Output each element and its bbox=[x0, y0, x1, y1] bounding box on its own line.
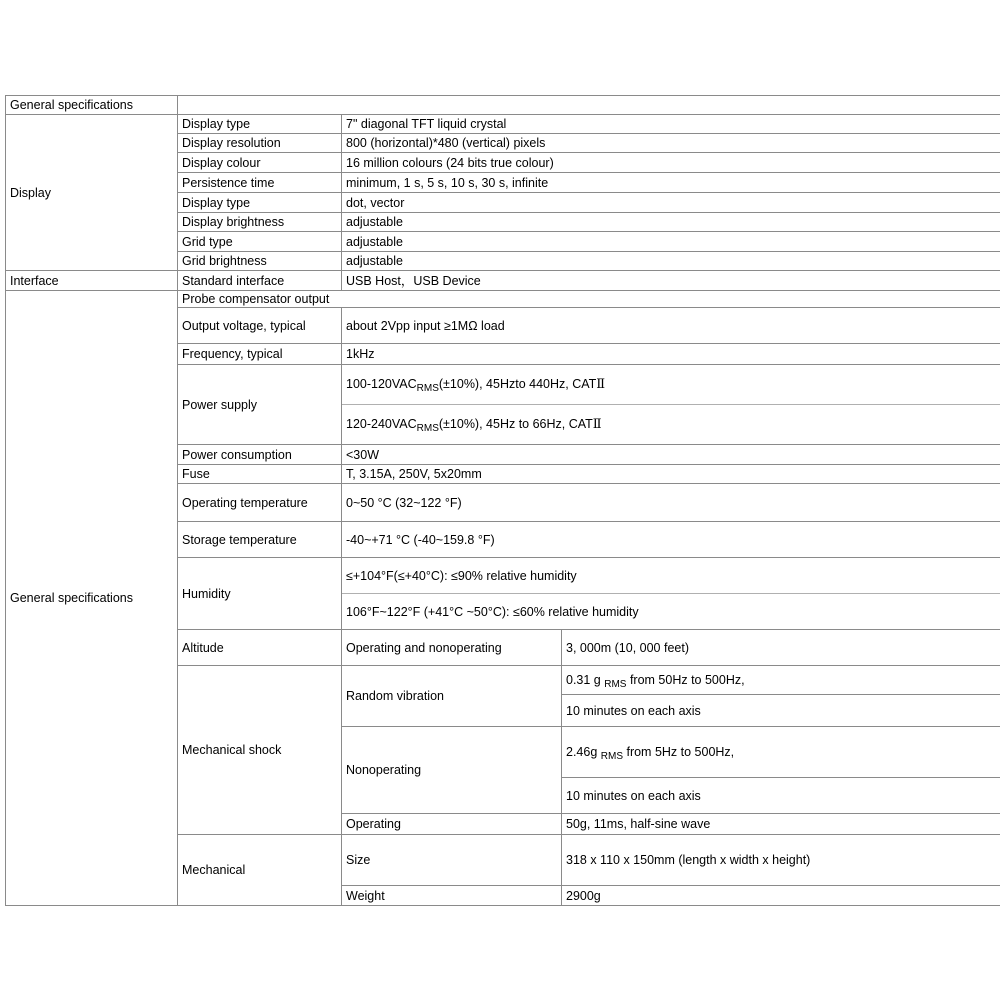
size-value: 318 x 110 x 150mm (length x width x height) bbox=[562, 835, 1000, 886]
altitude-value: 3, 000m (10, 000 feet) bbox=[562, 630, 1000, 666]
altitude-condition: Operating and nonoperating bbox=[342, 630, 562, 666]
display-brightness-value: adjustable bbox=[342, 213, 1000, 232]
power-consumption-value: <30W bbox=[342, 445, 1000, 465]
display-type-label: Display type bbox=[178, 115, 342, 134]
power-supply-value-2 bbox=[342, 405, 1000, 445]
display-type-2-value: dot, vector bbox=[342, 193, 1000, 213]
power-supply-2-rms: RMS bbox=[416, 423, 439, 434]
nonoperating-label: Nonoperating bbox=[342, 727, 562, 814]
grid-brightness-value: adjustable bbox=[342, 252, 1000, 271]
persistence-time-label: Persistence time bbox=[178, 173, 342, 193]
random-vibration-label: Random vibration bbox=[342, 666, 562, 727]
interface-row bbox=[6, 271, 1000, 291]
power-consumption-label: Power consumption bbox=[178, 445, 342, 465]
random-vibration-1-rms: RMS bbox=[604, 679, 627, 690]
power-supply-value-1 bbox=[342, 365, 1000, 405]
grid-type-value: adjustable bbox=[342, 232, 1000, 252]
spec-table bbox=[5, 95, 1000, 906]
power-supply-1-suffix: (±10%), 45Hzto 440Hz, CAT bbox=[438, 377, 597, 391]
weight-label: Weight bbox=[342, 886, 562, 906]
humidity-label: Humidity bbox=[178, 558, 342, 630]
display-brightness-label: Display brightness bbox=[178, 213, 342, 232]
altitude-label: Altitude bbox=[178, 630, 342, 666]
operating-temperature-value: 0~50 °C (32~122 °F) bbox=[342, 484, 1000, 522]
header-title: General specifications bbox=[6, 96, 178, 115]
general-row bbox=[6, 291, 1000, 308]
humidity-value-1: ≤+104°F(≤+40°C): ≤90% relative humidity bbox=[342, 558, 1000, 594]
standard-interface-label: Standard interface bbox=[178, 271, 342, 291]
display-row bbox=[6, 115, 1000, 134]
operating-label: Operating bbox=[342, 814, 562, 835]
nonoperating-value-1 bbox=[562, 727, 1000, 778]
nonoperating-1-prefix: 2.46g bbox=[566, 745, 601, 759]
nonoperating-1-suffix: from 5Hz to 500Hz, bbox=[623, 745, 735, 759]
header-row bbox=[6, 96, 1000, 115]
fuse-value: T, 3.15A, 250V, 5x20mm bbox=[342, 465, 1000, 484]
power-supply-2-cat: Ⅱ bbox=[592, 417, 601, 432]
random-vibration-value-1 bbox=[562, 666, 1000, 695]
random-vibration-1-suffix: from 50Hz to 500Hz, bbox=[626, 673, 745, 687]
weight-value: 2900g bbox=[562, 886, 1000, 906]
standard-interface-value: USB Host，USB Device bbox=[342, 271, 1000, 291]
storage-temperature-value: -40~+71 °C (-40~159.8 °F) bbox=[342, 522, 1000, 558]
output-voltage-value: about 2Vpp input ≥1MΩ load bbox=[342, 308, 1000, 344]
power-supply-2-prefix: 120-240VAC bbox=[346, 417, 417, 431]
mechanical-label: Mechanical bbox=[178, 835, 342, 906]
header-spacer bbox=[178, 96, 1000, 115]
grid-type-label: Grid type bbox=[178, 232, 342, 252]
size-label: Size bbox=[342, 835, 562, 886]
persistence-time-value: minimum, 1 s, 5 s, 10 s, 30 s, infinite bbox=[342, 173, 1000, 193]
operating-value: 50g, 11ms, half-sine wave bbox=[562, 814, 1000, 835]
section-display: Display bbox=[6, 115, 178, 271]
display-resolution-value: 800 (horizontal)*480 (vertical) pixels bbox=[342, 134, 1000, 153]
display-type-2-label: Display type bbox=[178, 193, 342, 213]
grid-brightness-label: Grid brightness bbox=[178, 252, 342, 271]
power-supply-1-rms: RMS bbox=[416, 383, 439, 394]
display-colour-label: Display colour bbox=[178, 153, 342, 173]
frequency-value: 1kHz bbox=[342, 344, 1000, 365]
section-general: General specifications bbox=[6, 291, 178, 906]
display-resolution-label: Display resolution bbox=[178, 134, 342, 153]
nonoperating-1-rms: RMS bbox=[600, 751, 623, 762]
random-vibration-value-2: 10 minutes on each axis bbox=[562, 695, 1000, 727]
nonoperating-value-2: 10 minutes on each axis bbox=[562, 778, 1000, 814]
humidity-value-2: 106°F~122°F (+41°C ~50°C): ≤60% relative humidity bbox=[342, 594, 1000, 630]
random-vibration-1-prefix: 0.31 g bbox=[566, 673, 605, 687]
display-type-value: 7" diagonal TFT liquid crystal bbox=[342, 115, 1000, 134]
mechanical-shock-label: Mechanical shock bbox=[178, 666, 342, 835]
power-supply-2-suffix: (±10%), 45Hz to 66Hz, CAT bbox=[438, 417, 593, 431]
storage-temperature-label: Storage temperature bbox=[178, 522, 342, 558]
output-voltage-label: Output voltage, typical bbox=[178, 308, 342, 344]
power-supply-1-prefix: 100-120VAC bbox=[346, 377, 417, 391]
probe-compensator-label: Probe compensator output bbox=[178, 291, 1000, 308]
frequency-label: Frequency, typical bbox=[178, 344, 342, 365]
power-supply-1-cat: Ⅱ bbox=[596, 377, 605, 392]
power-supply-label: Power supply bbox=[178, 365, 342, 445]
display-colour-value: 16 million colours (24 bits true colour) bbox=[342, 153, 1000, 173]
fuse-label: Fuse bbox=[178, 465, 342, 484]
operating-temperature-label: Operating temperature bbox=[178, 484, 342, 522]
section-interface: Interface bbox=[6, 271, 178, 291]
